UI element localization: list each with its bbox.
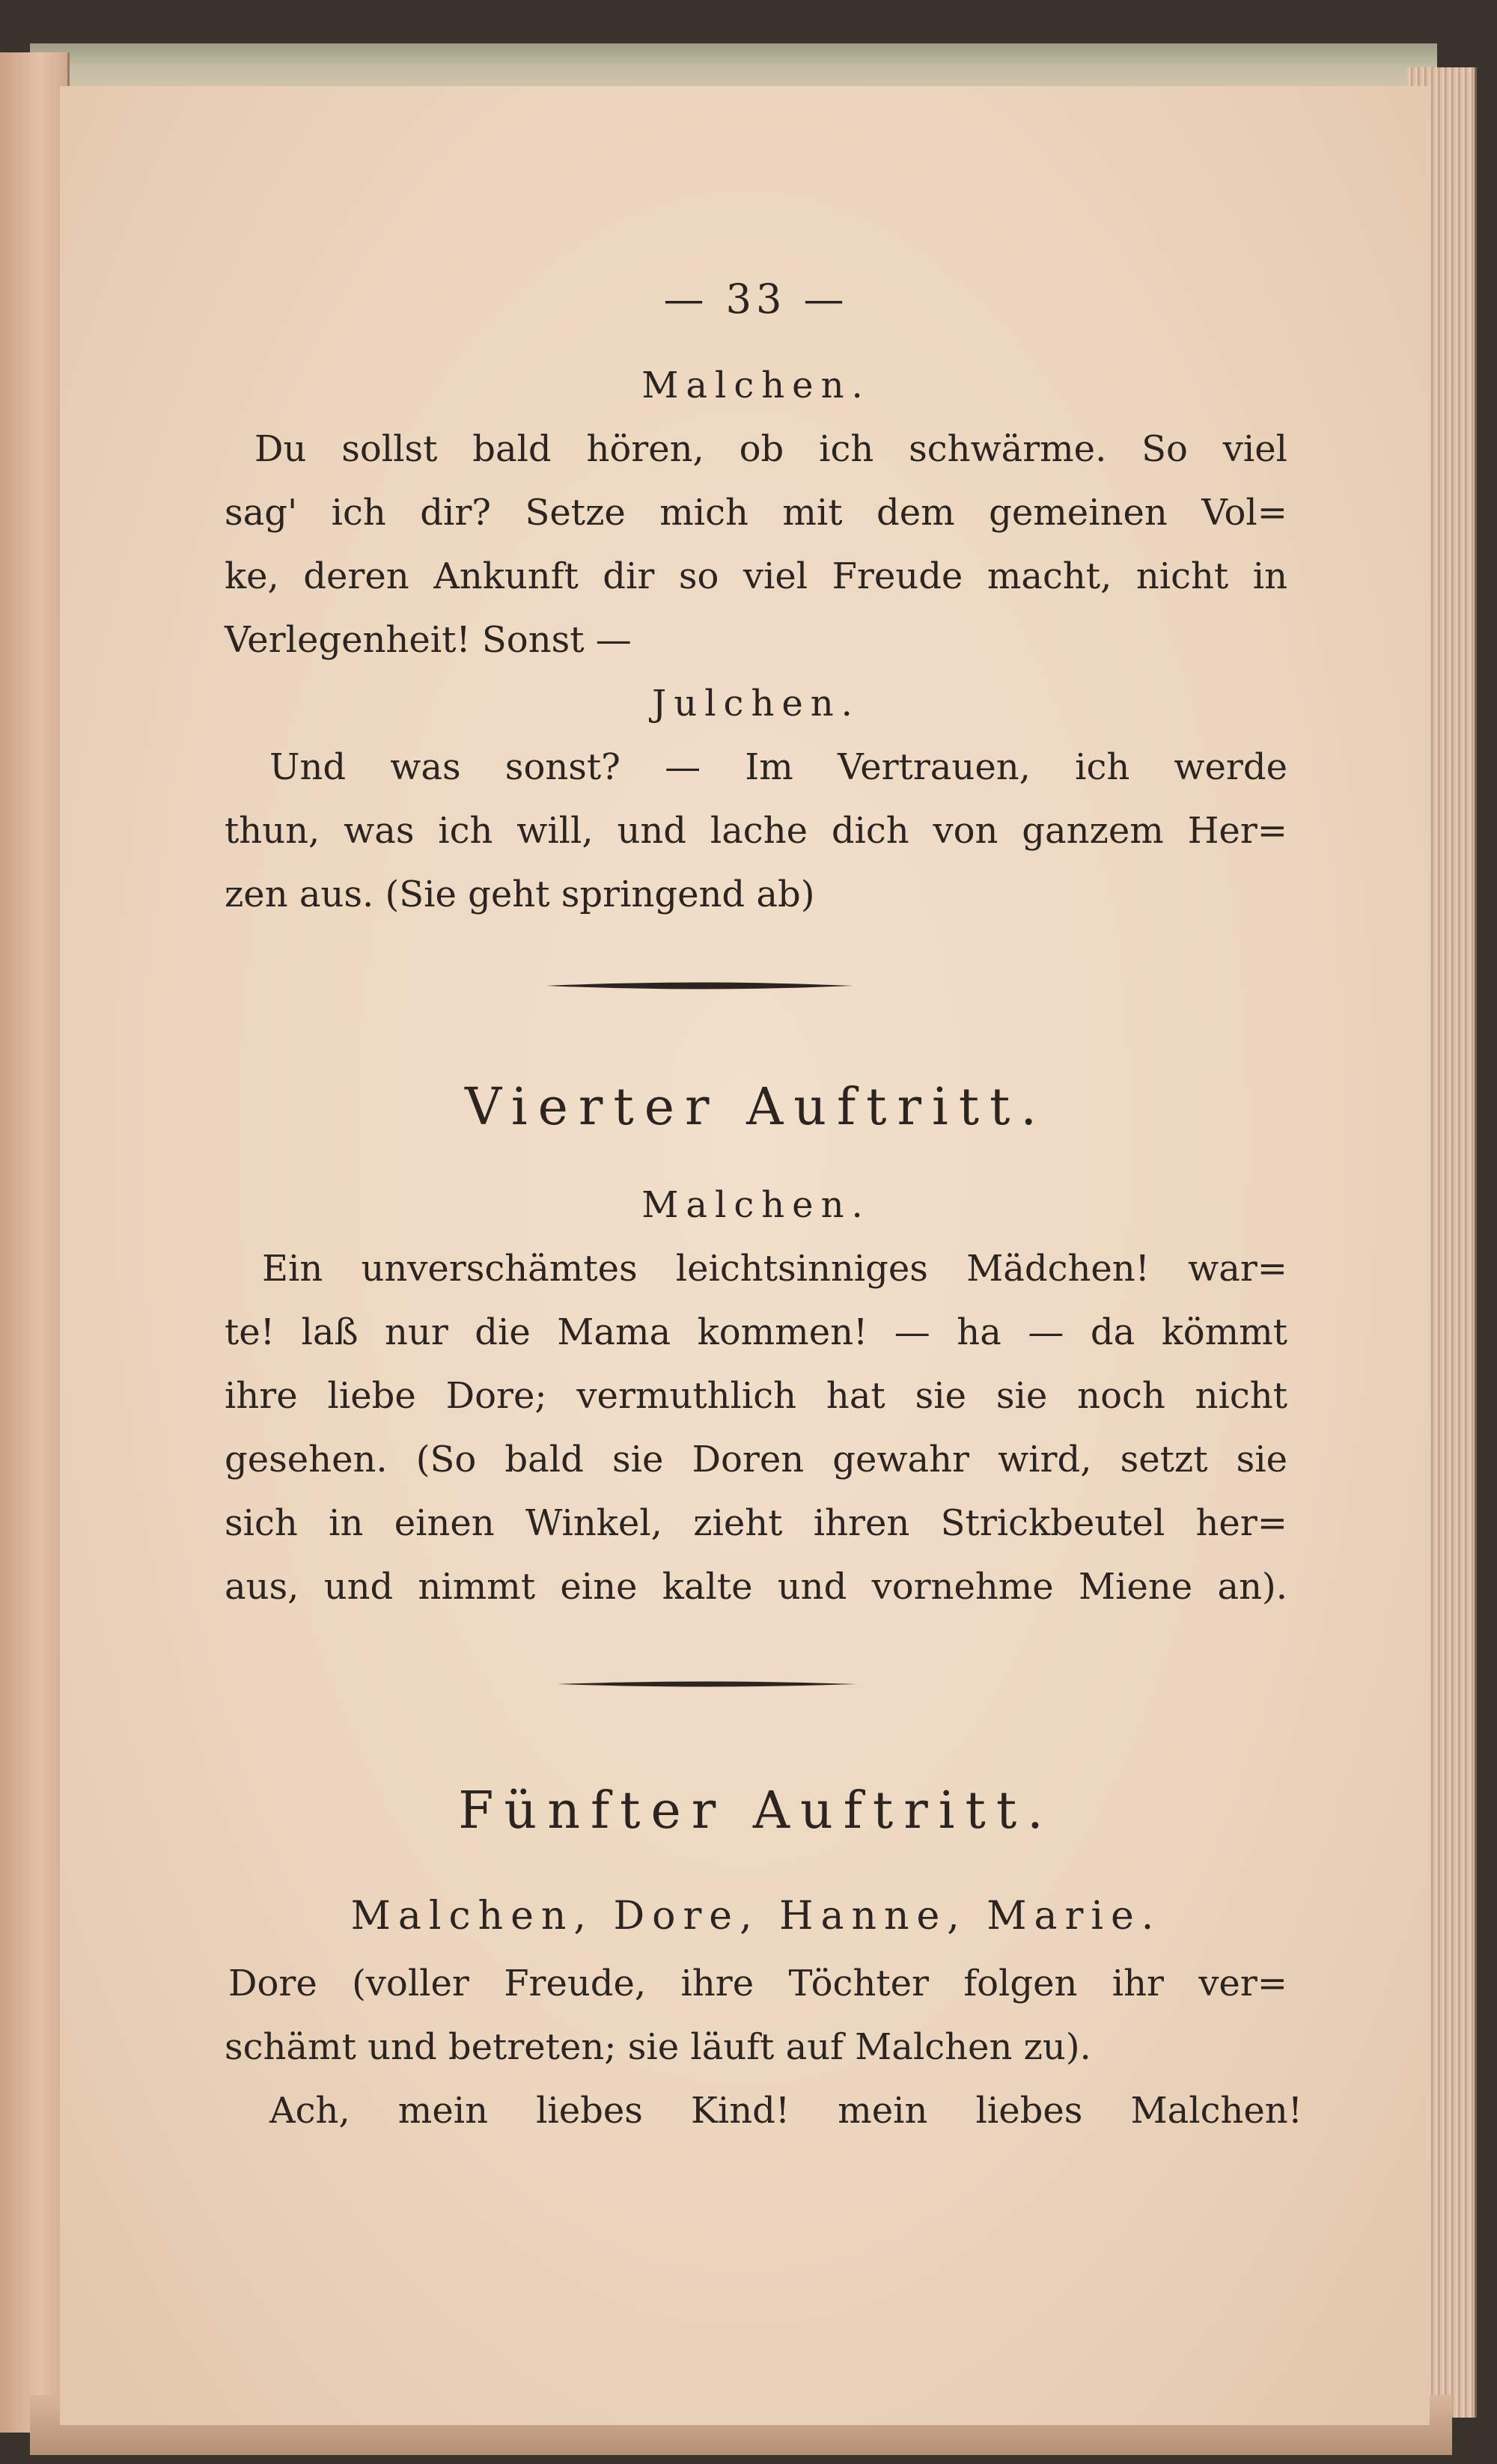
speaker-label: Malchen.	[641, 1184, 871, 1226]
speaker-label: Julchen.	[652, 683, 860, 725]
scene-heading: Vierter Auftritt.	[464, 1078, 1047, 1137]
text-line: thun, was ich will, und lache dich von ganzem Her=	[225, 810, 1287, 852]
text-line: aus, und nimmt eine kalte und vornehme Miene an).	[225, 1566, 1287, 1608]
section-divider	[546, 981, 853, 991]
text-line: zen aus. (Sie geht springend ab)	[225, 873, 815, 915]
page-number: — 33 —	[663, 275, 849, 323]
scene-heading: Fünfter Auftritt.	[458, 1781, 1054, 1841]
text-line: gesehen. (So bald sie Doren gewahr wird, setzt sie	[225, 1439, 1287, 1480]
text-line: ke, deren Ankunft dir so viel Freude macht, nicht in	[225, 555, 1287, 597]
text-line: Und was sonst? — Im Vertrauen, ich werde	[269, 746, 1287, 788]
speaker-label: Malchen.	[641, 365, 871, 406]
text-line: Verlegenheit! Sonst —	[225, 619, 632, 661]
book-page	[60, 86, 1430, 2425]
text-line: sich in einen Winkel, zieht ihren Strickbeutel her=	[225, 1502, 1287, 1544]
text-line: Dore (voller Freude, ihre Töchter folgen ihr ver=	[228, 1963, 1287, 2004]
text-line: Ein unverschämtes leichtsinniges Mädchen! war=	[262, 1248, 1287, 1290]
text-line: Ach, mein liebes Kind! mein liebes Malchen!	[269, 2090, 1302, 2132]
text-line: te! laß nur die Mama kommen! — ha — da kömmt	[225, 1311, 1287, 1353]
text-line: Du sollst bald hören, ob ich schwärme. So viel	[254, 428, 1287, 470]
character-list: Malchen, Dore, Hanne, Marie.	[350, 1894, 1162, 1939]
text-line: schämt und betreten; sie läuft auf Malchen zu).	[225, 2026, 1091, 2068]
text-line: sag' ich dir? Setze mich mit dem gemeinen Vol=	[225, 492, 1287, 534]
text-line: ihre liebe Dore; vermuthlich hat sie sie noch nicht	[225, 1375, 1287, 1417]
section-divider	[558, 1679, 857, 1689]
